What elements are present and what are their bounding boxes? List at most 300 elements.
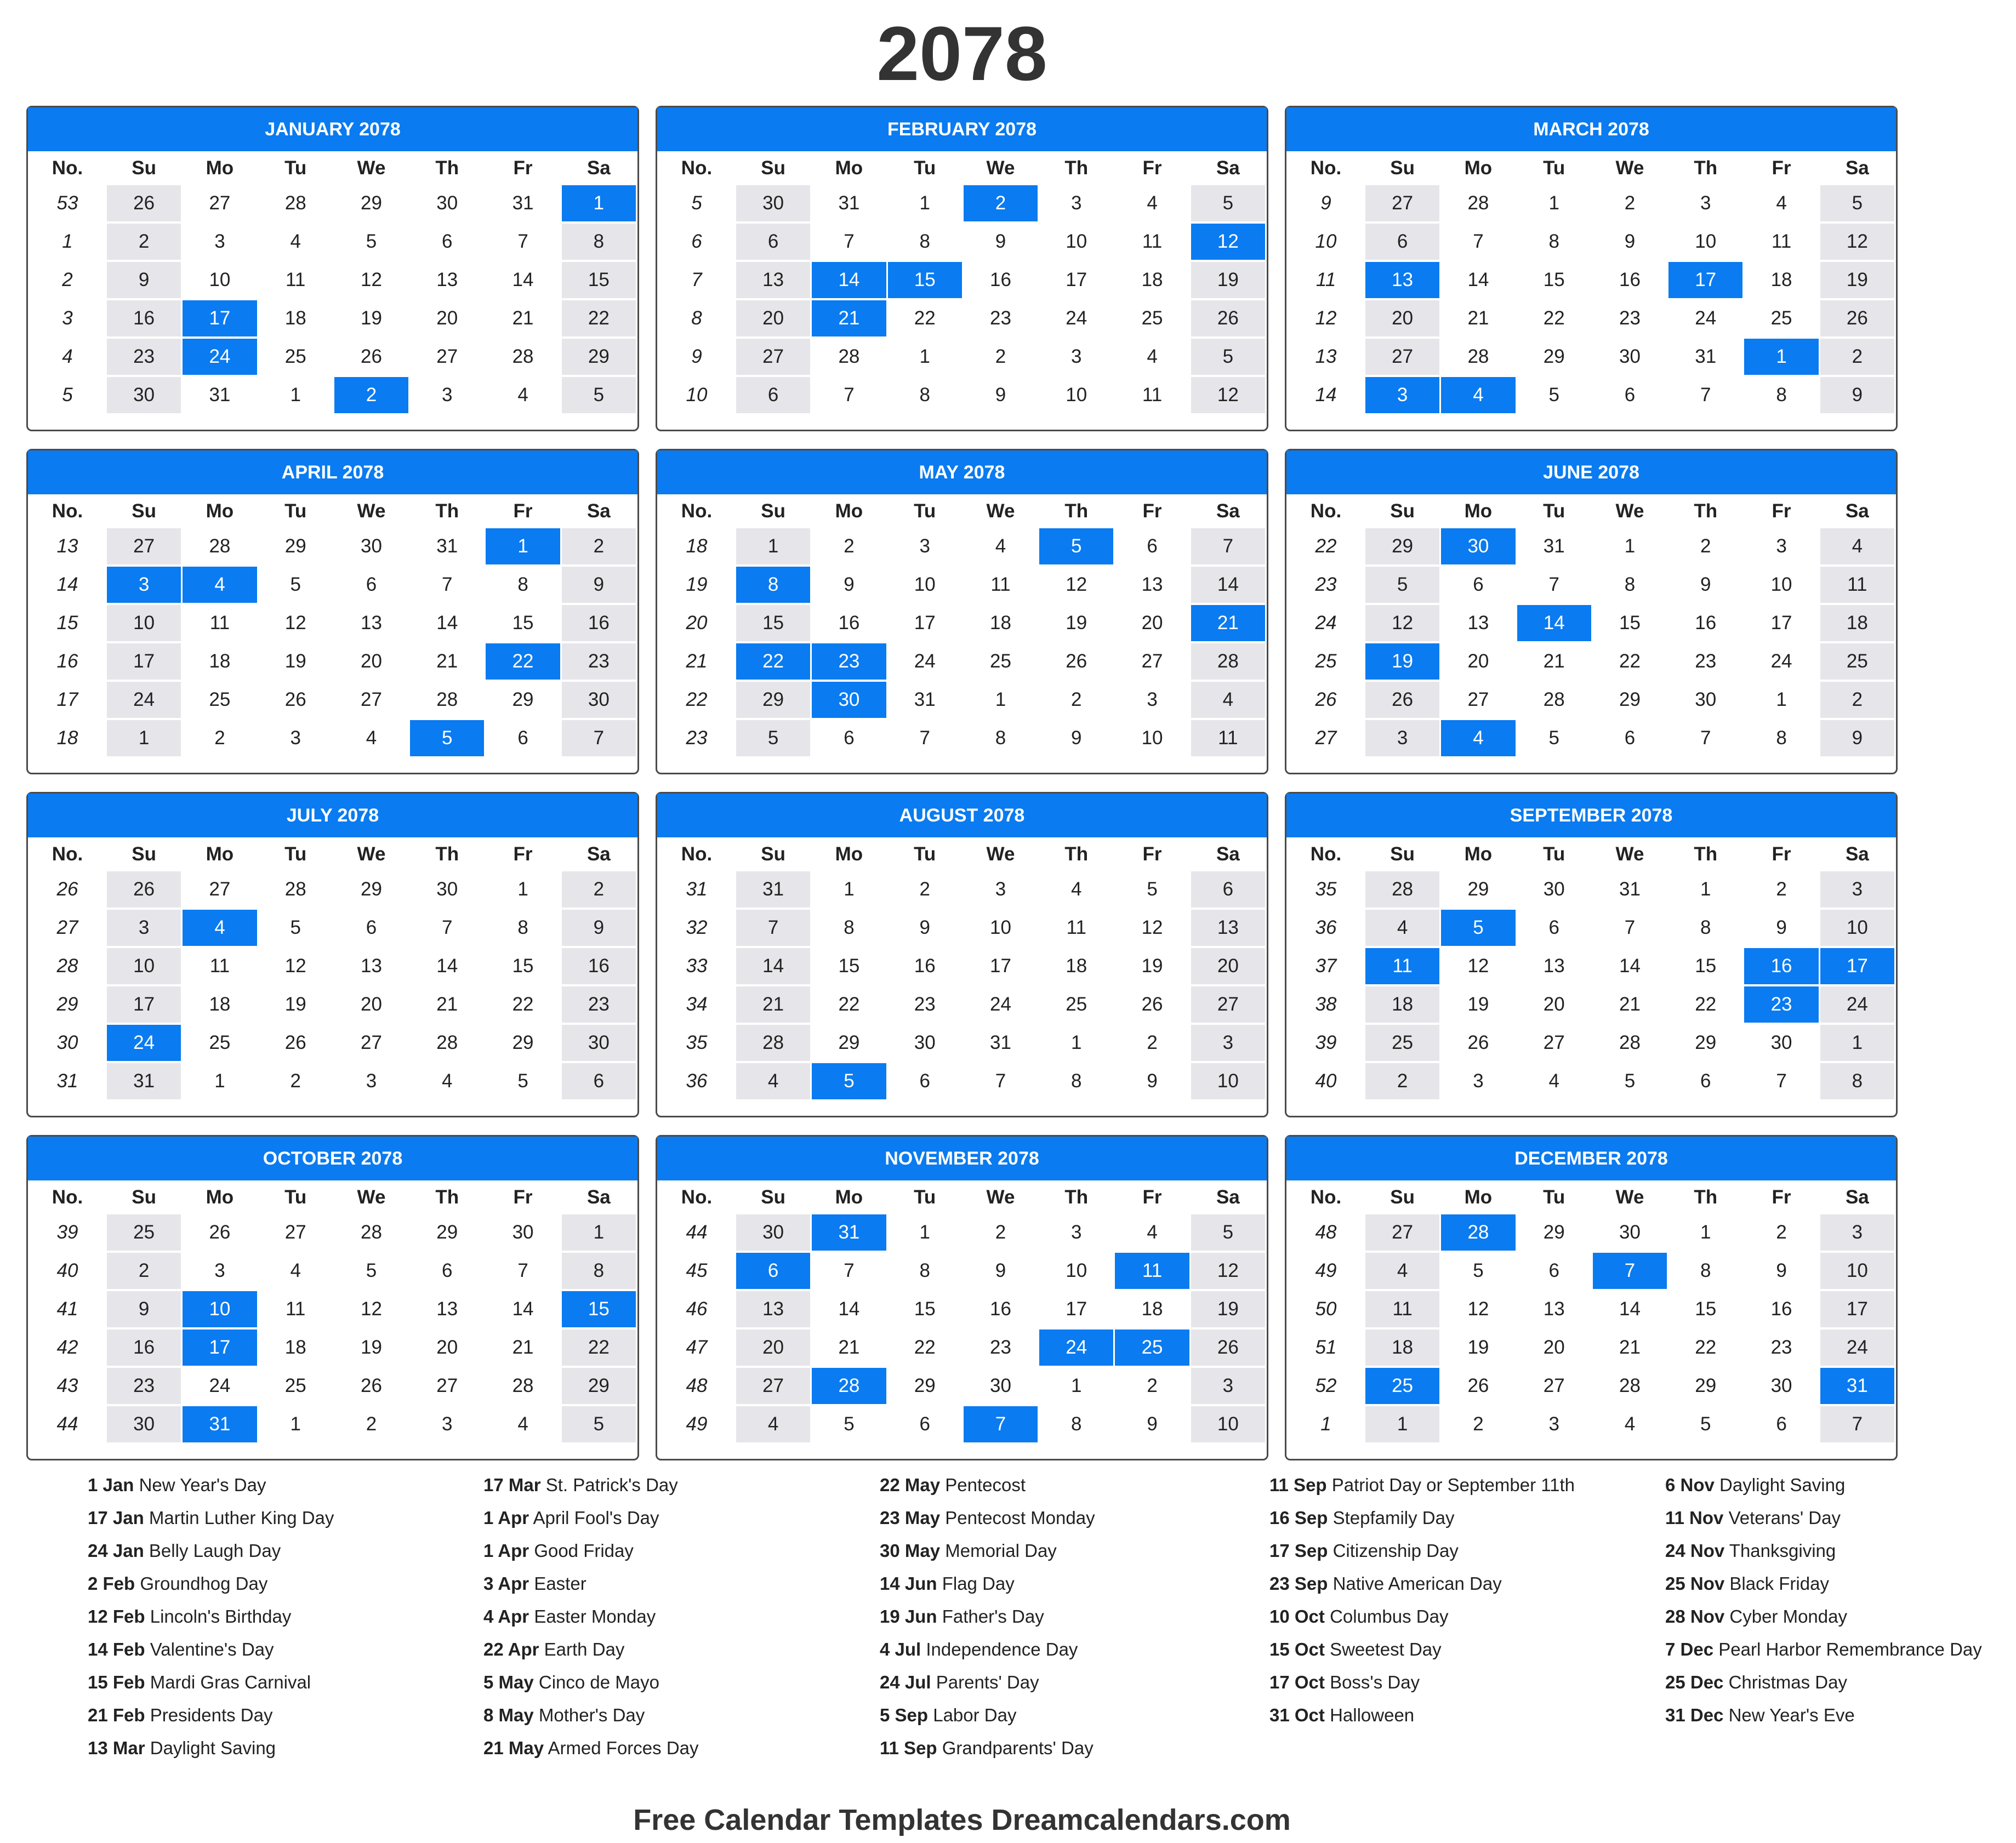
day-cell[interactable]: 2 [366, 1413, 377, 1435]
day-cell[interactable]: 28 [1365, 871, 1439, 908]
day-cell[interactable]: 9 [562, 567, 636, 603]
day-cell[interactable]: 7 [1191, 528, 1265, 564]
day-cell[interactable]: 5 [1624, 1070, 1636, 1092]
day-cell[interactable]: 11 [286, 269, 306, 290]
day-cell[interactable]: 30 [1619, 1222, 1641, 1243]
day-cell[interactable]: 30 [914, 1032, 936, 1053]
day-cell[interactable]: 2 [995, 1222, 1006, 1243]
day-cell[interactable]: 12 [361, 1298, 382, 1320]
day-cell[interactable]: 26 [107, 871, 181, 908]
day-cell[interactable]: 5 [517, 1070, 528, 1092]
holiday-day-cell[interactable]: 5 [812, 1063, 886, 1099]
holiday-day-cell[interactable]: 28 [1441, 1214, 1515, 1251]
holiday-day-cell[interactable]: 14 [812, 262, 886, 298]
day-cell[interactable]: 25 [209, 689, 231, 710]
day-cell[interactable]: 3 [1820, 871, 1894, 908]
day-cell[interactable]: 13 [361, 955, 382, 977]
day-cell[interactable]: 8 [1548, 231, 1559, 252]
day-cell[interactable]: 1 [1548, 192, 1559, 214]
day-cell[interactable]: 19 [284, 994, 306, 1015]
day-cell[interactable]: 2 [1820, 682, 1894, 718]
day-cell[interactable]: 26 [1066, 651, 1087, 672]
day-cell[interactable]: 8 [1700, 917, 1711, 938]
day-cell[interactable]: 31 [1543, 535, 1565, 557]
day-cell[interactable]: 7 [442, 917, 453, 938]
day-cell[interactable]: 13 [1191, 910, 1265, 946]
day-cell[interactable]: 29 [736, 682, 810, 718]
day-cell[interactable]: 11 [1142, 384, 1163, 406]
day-cell[interactable]: 18 [1820, 605, 1894, 641]
day-cell[interactable]: 4 [1820, 528, 1894, 564]
day-cell[interactable]: 17 [1066, 1298, 1087, 1320]
day-cell[interactable]: 3 [919, 535, 930, 557]
day-cell[interactable]: 12 [1141, 917, 1163, 938]
day-cell[interactable]: 26 [284, 1032, 306, 1053]
day-cell[interactable]: 4 [1548, 1070, 1559, 1092]
day-cell[interactable]: 28 [1467, 346, 1489, 367]
day-cell[interactable]: 9 [1147, 1070, 1158, 1092]
day-cell[interactable]: 8 [517, 574, 528, 595]
day-cell[interactable]: 7 [1700, 384, 1711, 406]
holiday-day-cell[interactable]: 23 [812, 643, 886, 680]
day-cell[interactable]: 15 [914, 1298, 936, 1320]
holiday-day-cell[interactable]: 4 [183, 910, 257, 946]
day-cell[interactable]: 9 [919, 917, 930, 938]
holiday-day-cell[interactable]: 12 [1191, 224, 1265, 260]
day-cell[interactable]: 1 [1700, 1222, 1711, 1243]
day-cell[interactable]: 26 [361, 1375, 382, 1396]
day-cell[interactable]: 22 [914, 307, 936, 329]
day-cell[interactable]: 15 [1695, 955, 1717, 977]
day-cell[interactable]: 28 [284, 192, 306, 214]
day-cell[interactable]: 25 [284, 1375, 306, 1396]
day-cell[interactable]: 1 [562, 1214, 636, 1251]
day-cell[interactable]: 27 [1191, 986, 1265, 1023]
day-cell[interactable]: 20 [1191, 948, 1265, 984]
day-cell[interactable]: 8 [995, 727, 1006, 749]
day-cell[interactable]: 16 [1695, 612, 1717, 634]
holiday-day-cell[interactable]: 25 [1115, 1330, 1189, 1366]
day-cell[interactable]: 23 [990, 1337, 1011, 1358]
day-cell[interactable]: 29 [1467, 878, 1489, 900]
day-cell[interactable]: 29 [838, 1032, 860, 1053]
day-cell[interactable]: 27 [436, 1375, 458, 1396]
holiday-day-cell[interactable]: 11 [1365, 948, 1439, 984]
day-cell[interactable]: 27 [284, 1222, 306, 1243]
day-cell[interactable]: 29 [1365, 528, 1439, 564]
day-cell[interactable]: 5 [1820, 185, 1894, 221]
day-cell[interactable]: 14 [436, 955, 458, 977]
day-cell[interactable]: 4 [366, 727, 377, 749]
day-cell[interactable]: 5 [366, 231, 377, 252]
day-cell[interactable]: 13 [361, 612, 382, 634]
day-cell[interactable]: 9 [1700, 574, 1711, 595]
day-cell[interactable]: 31 [990, 1032, 1011, 1053]
holiday-day-cell[interactable]: 7 [964, 1406, 1038, 1442]
day-cell[interactable]: 19 [1820, 262, 1894, 298]
day-cell[interactable]: 14 [1467, 269, 1489, 290]
day-cell[interactable]: 30 [1543, 878, 1565, 900]
day-cell[interactable]: 17 [1066, 269, 1087, 290]
day-cell[interactable]: 27 [736, 339, 810, 375]
day-cell[interactable]: 3 [214, 231, 225, 252]
day-cell[interactable]: 11 [1066, 917, 1086, 938]
day-cell[interactable]: 30 [436, 192, 458, 214]
day-cell[interactable]: 28 [512, 1375, 534, 1396]
holiday-day-cell[interactable]: 11 [1115, 1253, 1189, 1289]
day-cell[interactable]: 28 [1619, 1375, 1641, 1396]
day-cell[interactable]: 26 [209, 1222, 231, 1243]
day-cell[interactable]: 26 [1141, 994, 1163, 1015]
day-cell[interactable]: 23 [1695, 651, 1717, 672]
day-cell[interactable]: 5 [290, 574, 301, 595]
day-cell[interactable]: 30 [361, 535, 382, 557]
day-cell[interactable]: 26 [107, 185, 181, 221]
day-cell[interactable]: 2 [1776, 1222, 1787, 1243]
day-cell[interactable]: 20 [361, 651, 382, 672]
day-cell[interactable]: 22 [838, 994, 860, 1015]
day-cell[interactable]: 7 [517, 1260, 528, 1281]
day-cell[interactable]: 11 [1771, 231, 1792, 252]
day-cell[interactable]: 18 [284, 1337, 306, 1358]
day-cell[interactable]: 2 [290, 1070, 301, 1092]
day-cell[interactable]: 20 [1365, 300, 1439, 336]
day-cell[interactable]: 30 [736, 1214, 810, 1251]
day-cell[interactable]: 16 [562, 948, 636, 984]
day-cell[interactable]: 16 [1770, 1298, 1792, 1320]
holiday-day-cell[interactable]: 5 [410, 720, 484, 756]
day-cell[interactable]: 8 [844, 917, 855, 938]
day-cell[interactable]: 3 [1071, 346, 1082, 367]
day-cell[interactable]: 18 [1770, 269, 1792, 290]
day-cell[interactable]: 6 [736, 224, 810, 260]
day-cell[interactable]: 3 [214, 1260, 225, 1281]
day-cell[interactable]: 27 [1543, 1032, 1565, 1053]
day-cell[interactable]: 1 [1071, 1032, 1082, 1053]
day-cell[interactable]: 8 [1071, 1413, 1082, 1435]
day-cell[interactable]: 3 [1147, 689, 1158, 710]
day-cell[interactable]: 9 [1820, 720, 1894, 756]
day-cell[interactable]: 30 [562, 1025, 636, 1061]
day-cell[interactable]: 16 [562, 605, 636, 641]
day-cell[interactable]: 27 [209, 192, 231, 214]
day-cell[interactable]: 9 [1776, 1260, 1787, 1281]
day-cell[interactable]: 24 [914, 651, 936, 672]
day-cell[interactable]: 11 [1142, 231, 1163, 252]
day-cell[interactable]: 18 [1066, 955, 1087, 977]
day-cell[interactable]: 9 [107, 262, 181, 298]
day-cell[interactable]: 26 [1820, 300, 1894, 336]
day-cell[interactable]: 12 [1820, 224, 1894, 260]
day-cell[interactable]: 13 [1141, 574, 1163, 595]
day-cell[interactable]: 30 [107, 377, 181, 413]
day-cell[interactable]: 10 [1820, 1253, 1894, 1289]
day-cell[interactable]: 31 [914, 689, 936, 710]
day-cell[interactable]: 4 [1147, 346, 1158, 367]
day-cell[interactable]: 7 [1820, 1406, 1894, 1442]
day-cell[interactable]: 1 [844, 878, 855, 900]
day-cell[interactable]: 24 [107, 682, 181, 718]
day-cell[interactable]: 31 [436, 535, 458, 557]
day-cell[interactable]: 29 [1619, 689, 1641, 710]
day-cell[interactable]: 3 [107, 910, 181, 946]
day-cell[interactable]: 25 [1066, 994, 1087, 1015]
day-cell[interactable]: 1 [919, 1222, 930, 1243]
day-cell[interactable]: 6 [1776, 1413, 1787, 1435]
day-cell[interactable]: 11 [1191, 720, 1265, 756]
day-cell[interactable]: 21 [1619, 994, 1641, 1015]
holiday-day-cell[interactable]: 16 [1744, 948, 1818, 984]
day-cell[interactable]: 22 [1543, 307, 1565, 329]
day-cell[interactable]: 13 [436, 269, 458, 290]
day-cell[interactable]: 30 [736, 185, 810, 221]
day-cell[interactable]: 15 [562, 262, 636, 298]
day-cell[interactable]: 11 [209, 955, 230, 977]
holiday-day-cell[interactable]: 15 [562, 1291, 636, 1327]
day-cell[interactable]: 31 [1619, 878, 1641, 900]
day-cell[interactable]: 22 [512, 994, 534, 1015]
holiday-day-cell[interactable]: 22 [736, 643, 810, 680]
day-cell[interactable]: 1 [107, 720, 181, 756]
day-cell[interactable]: 23 [562, 643, 636, 680]
day-cell[interactable]: 11 [1820, 567, 1894, 603]
day-cell[interactable]: 8 [919, 231, 930, 252]
day-cell[interactable]: 24 [990, 994, 1011, 1015]
day-cell[interactable]: 23 [914, 994, 936, 1015]
day-cell[interactable]: 3 [995, 878, 1006, 900]
day-cell[interactable]: 5 [562, 377, 636, 413]
day-cell[interactable]: 1 [1071, 1375, 1082, 1396]
day-cell[interactable]: 31 [512, 192, 534, 214]
day-cell[interactable]: 14 [436, 612, 458, 634]
day-cell[interactable]: 28 [838, 346, 860, 367]
day-cell[interactable]: 4 [1147, 192, 1158, 214]
day-cell[interactable]: 28 [1619, 1032, 1641, 1053]
day-cell[interactable]: 17 [1770, 612, 1792, 634]
day-cell[interactable]: 2 [107, 1253, 181, 1289]
day-cell[interactable]: 21 [1543, 651, 1565, 672]
holiday-day-cell[interactable]: 31 [183, 1406, 257, 1442]
holiday-day-cell[interactable]: 21 [1191, 605, 1265, 641]
day-cell[interactable]: 2 [562, 871, 636, 908]
day-cell[interactable]: 7 [736, 910, 810, 946]
day-cell[interactable]: 15 [512, 612, 534, 634]
day-cell[interactable]: 27 [436, 346, 458, 367]
day-cell[interactable]: 14 [512, 1298, 534, 1320]
day-cell[interactable]: 13 [736, 262, 810, 298]
day-cell[interactable]: 17 [990, 955, 1011, 977]
holiday-day-cell[interactable]: 22 [486, 643, 560, 680]
day-cell[interactable]: 6 [1548, 1260, 1559, 1281]
day-cell[interactable]: 4 [1071, 878, 1082, 900]
day-cell[interactable]: 6 [919, 1070, 930, 1092]
day-cell[interactable]: 12 [284, 955, 306, 977]
day-cell[interactable]: 17 [914, 612, 936, 634]
day-cell[interactable]: 3 [1776, 535, 1787, 557]
day-cell[interactable]: 2 [1820, 339, 1894, 375]
day-cell[interactable]: 29 [361, 878, 382, 900]
day-cell[interactable]: 5 [844, 1413, 855, 1435]
day-cell[interactable]: 15 [1619, 612, 1641, 634]
day-cell[interactable]: 22 [562, 300, 636, 336]
holiday-day-cell[interactable]: 23 [1744, 986, 1818, 1023]
footer-site[interactable]: Dreamcalendars.com [991, 1804, 1291, 1836]
day-cell[interactable]: 5 [1473, 1260, 1484, 1281]
day-cell[interactable]: 9 [107, 1291, 181, 1327]
holiday-day-cell[interactable]: 1 [486, 528, 560, 564]
day-cell[interactable]: 7 [1548, 574, 1559, 595]
day-cell[interactable]: 27 [1467, 689, 1489, 710]
day-cell[interactable]: 2 [1365, 1063, 1439, 1099]
day-cell[interactable]: 5 [1700, 1413, 1711, 1435]
day-cell[interactable]: 20 [736, 300, 810, 336]
day-cell[interactable]: 5 [562, 1406, 636, 1442]
day-cell[interactable]: 26 [284, 689, 306, 710]
day-cell[interactable]: 10 [1191, 1406, 1265, 1442]
day-cell[interactable]: 6 [1624, 384, 1636, 406]
day-cell[interactable]: 15 [736, 605, 810, 641]
day-cell[interactable]: 18 [1141, 1298, 1163, 1320]
day-cell[interactable]: 10 [1066, 231, 1087, 252]
day-cell[interactable]: 1 [290, 384, 301, 406]
day-cell[interactable]: 7 [844, 1260, 855, 1281]
day-cell[interactable]: 3 [442, 384, 453, 406]
day-cell[interactable]: 15 [1543, 269, 1565, 290]
day-cell[interactable]: 7 [995, 1070, 1006, 1092]
day-cell[interactable]: 28 [1467, 192, 1489, 214]
day-cell[interactable]: 6 [1191, 871, 1265, 908]
day-cell[interactable]: 7 [562, 720, 636, 756]
day-cell[interactable]: 4 [736, 1406, 810, 1442]
day-cell[interactable]: 28 [209, 535, 231, 557]
day-cell[interactable]: 3 [1071, 192, 1082, 214]
holiday-day-cell[interactable]: 25 [1365, 1368, 1439, 1404]
holiday-day-cell[interactable]: 2 [964, 185, 1038, 221]
day-cell[interactable]: 3 [1365, 720, 1439, 756]
day-cell[interactable]: 8 [919, 1260, 930, 1281]
day-cell[interactable]: 10 [107, 605, 181, 641]
day-cell[interactable]: 30 [1619, 346, 1641, 367]
day-cell[interactable]: 8 [517, 917, 528, 938]
holiday-day-cell[interactable]: 2 [334, 377, 408, 413]
day-cell[interactable]: 13 [1467, 612, 1489, 634]
day-cell[interactable]: 13 [436, 1298, 458, 1320]
day-cell[interactable]: 27 [1365, 1214, 1439, 1251]
day-cell[interactable]: 23 [990, 307, 1011, 329]
day-cell[interactable]: 28 [436, 689, 458, 710]
day-cell[interactable]: 7 [1624, 917, 1636, 938]
day-cell[interactable]: 28 [284, 878, 306, 900]
day-cell[interactable]: 10 [1191, 1063, 1265, 1099]
day-cell[interactable]: 9 [1624, 231, 1636, 252]
day-cell[interactable]: 26 [1467, 1375, 1489, 1396]
day-cell[interactable]: 1 [214, 1070, 225, 1092]
day-cell[interactable]: 6 [562, 1063, 636, 1099]
day-cell[interactable]: 31 [107, 1063, 181, 1099]
day-cell[interactable]: 24 [1770, 651, 1792, 672]
day-cell[interactable]: 2 [1147, 1032, 1158, 1053]
day-cell[interactable]: 6 [517, 727, 528, 749]
day-cell[interactable]: 4 [442, 1070, 453, 1092]
day-cell[interactable]: 7 [844, 231, 855, 252]
day-cell[interactable]: 20 [1543, 994, 1565, 1015]
day-cell[interactable]: 4 [290, 1260, 301, 1281]
day-cell[interactable]: 1 [995, 689, 1006, 710]
holiday-day-cell[interactable]: 21 [812, 300, 886, 336]
day-cell[interactable]: 19 [1191, 1291, 1265, 1327]
day-cell[interactable]: 9 [1147, 1413, 1158, 1435]
day-cell[interactable]: 9 [995, 231, 1006, 252]
day-cell[interactable]: 8 [1624, 574, 1636, 595]
day-cell[interactable]: 30 [107, 1406, 181, 1442]
holiday-day-cell[interactable]: 19 [1365, 643, 1439, 680]
day-cell[interactable]: 14 [1619, 955, 1641, 977]
day-cell[interactable]: 28 [736, 1025, 810, 1061]
day-cell[interactable]: 22 [1695, 994, 1717, 1015]
day-cell[interactable]: 20 [436, 1337, 458, 1358]
day-cell[interactable]: 24 [1695, 307, 1717, 329]
day-cell[interactable]: 12 [1467, 955, 1489, 977]
day-cell[interactable]: 29 [562, 1368, 636, 1404]
day-cell[interactable]: 1 [1624, 535, 1636, 557]
day-cell[interactable]: 27 [361, 689, 382, 710]
day-cell[interactable]: 17 [1820, 1291, 1894, 1327]
day-cell[interactable]: 30 [1770, 1032, 1792, 1053]
day-cell[interactable]: 19 [284, 651, 306, 672]
day-cell[interactable]: 26 [1365, 682, 1439, 718]
day-cell[interactable]: 9 [995, 1260, 1006, 1281]
day-cell[interactable]: 14 [838, 1298, 860, 1320]
holiday-day-cell[interactable]: 4 [183, 567, 257, 603]
holiday-day-cell[interactable]: 31 [1820, 1368, 1894, 1404]
holiday-day-cell[interactable]: 3 [107, 567, 181, 603]
day-cell[interactable]: 14 [512, 269, 534, 290]
day-cell[interactable]: 12 [1191, 377, 1265, 413]
day-cell[interactable]: 2 [1473, 1413, 1484, 1435]
day-cell[interactable]: 4 [517, 384, 528, 406]
day-cell[interactable]: 1 [1700, 878, 1711, 900]
day-cell[interactable]: 15 [512, 955, 534, 977]
day-cell[interactable]: 7 [1473, 231, 1484, 252]
day-cell[interactable]: 3 [1071, 1222, 1082, 1243]
day-cell[interactable]: 23 [562, 986, 636, 1023]
day-cell[interactable]: 31 [736, 871, 810, 908]
day-cell[interactable]: 25 [107, 1214, 181, 1251]
day-cell[interactable]: 25 [1820, 643, 1894, 680]
day-cell[interactable]: 28 [512, 346, 534, 367]
day-cell[interactable]: 5 [736, 720, 810, 756]
day-cell[interactable]: 28 [1543, 689, 1565, 710]
day-cell[interactable]: 8 [1820, 1063, 1894, 1099]
day-cell[interactable]: 29 [1543, 346, 1565, 367]
day-cell[interactable]: 16 [990, 1298, 1011, 1320]
day-cell[interactable]: 10 [1066, 1260, 1087, 1281]
day-cell[interactable]: 1 [290, 1413, 301, 1435]
holiday-day-cell[interactable]: 24 [1039, 1330, 1113, 1366]
day-cell[interactable]: 20 [1467, 651, 1489, 672]
holiday-day-cell[interactable]: 28 [812, 1368, 886, 1404]
day-cell[interactable]: 21 [1467, 307, 1489, 329]
day-cell[interactable]: 27 [1365, 339, 1439, 375]
holiday-day-cell[interactable]: 24 [107, 1025, 181, 1061]
holiday-day-cell[interactable]: 1 [562, 185, 636, 221]
day-cell[interactable]: 30 [1695, 689, 1717, 710]
day-cell[interactable]: 6 [1147, 535, 1158, 557]
holiday-day-cell[interactable]: 6 [736, 1253, 810, 1289]
day-cell[interactable]: 24 [1066, 307, 1087, 329]
holiday-day-cell[interactable]: 17 [183, 300, 257, 336]
day-cell[interactable]: 22 [1695, 1337, 1717, 1358]
